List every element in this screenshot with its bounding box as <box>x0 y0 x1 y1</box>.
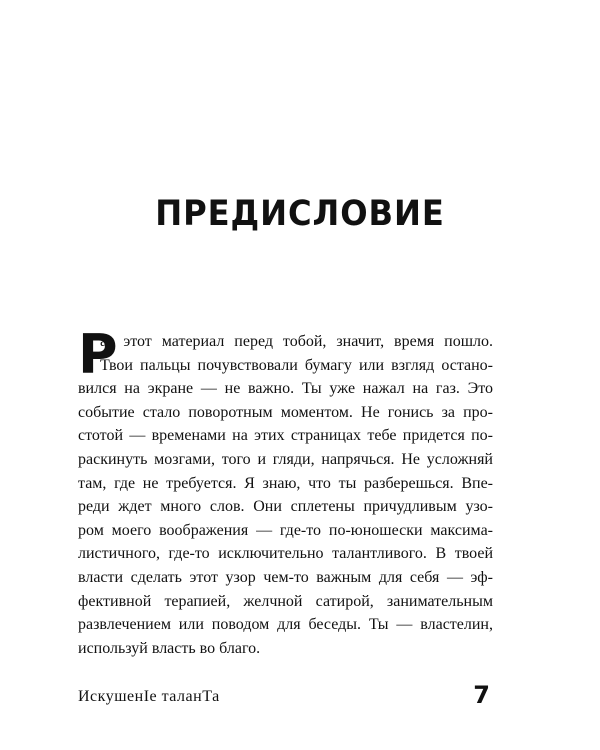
text-line: листичного, где-то исключительно талантливого. В твоей <box>78 545 493 563</box>
text-line: Твои пальцы почувствовали бумагу или взгляд остано- <box>100 356 493 374</box>
text-line: власти сделать этот узор чем-то важным для себя — эф- <box>78 568 493 586</box>
text-line: раскинуть мозгами, того и гляди, напрячься. Не усложняй <box>78 450 493 468</box>
body-paragraph <box>78 323 493 660</box>
text-line: вился на экране — не важно. Ты уже нажал на газ. Это <box>78 380 493 398</box>
chapter-heading: ПРЕДИСЛОВИЕ <box>155 194 445 234</box>
text-line: событие стало поворотным моментом. Не гонись за про- <box>78 403 493 421</box>
text-line: там, где не требуется. Я знаю, что ты разберешься. Впе- <box>78 474 493 492</box>
text-line: стотой — временами на этих страницах тебе придется по- <box>78 427 493 445</box>
text-line: аз этот материал перед тобой, значит, время пошло. <box>100 333 493 350</box>
text-line: реди ждет много слов. Они сплетены причудливым узо- <box>78 498 493 516</box>
page-number: 7 <box>473 681 490 709</box>
text-line: развлечением или поводом для беседы. Ты — властелин, <box>78 616 493 634</box>
text-line: фективной терапией, желчной сатирой, занимательным <box>78 592 493 610</box>
running-footer-title: ИскушенIe таланТа <box>78 688 220 705</box>
text-line: используй власть во благо. <box>78 639 261 657</box>
text-line: ром моего воображения — где-то по-юношески максима- <box>78 521 493 539</box>
drop-cap: Р <box>78 323 118 386</box>
